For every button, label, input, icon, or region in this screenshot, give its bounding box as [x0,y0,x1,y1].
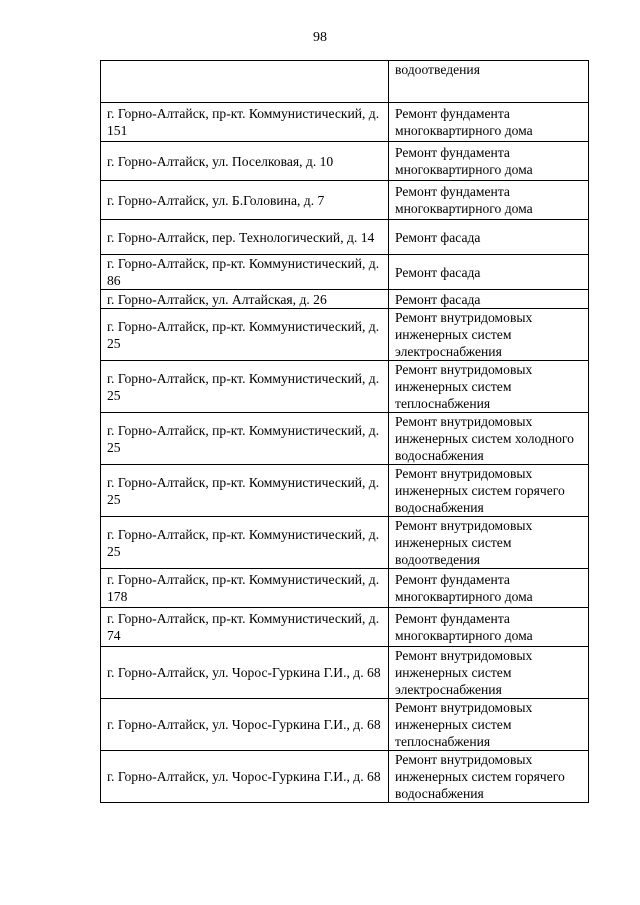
address-cell: г. Горно-Алтайск, пр-кт. Коммунистический, д. 25 [101,517,389,569]
address-cell: г. Горно-Алтайск, пр-кт. Коммунистический, д. 86 [101,255,389,290]
address-cell [101,61,389,103]
work-cell: Ремонт фундамента многоквартирного дома [389,103,589,142]
work-cell: Ремонт внутридомовых инженерных систем электроснабжения [389,309,589,361]
address-cell: г. Горно-Алтайск, ул. Алтайская, д. 26 [101,290,389,309]
table-row [101,361,589,413]
address-cell: г. Горно-Алтайск, пр-кт. Коммунистический, д. 178 [101,569,389,608]
work-cell: Ремонт внутридомовых инженерных систем холодного водоснабжения [389,413,589,465]
work-cell: водоотведения [389,61,589,103]
work-cell: Ремонт внутридомовых инженерных систем электроснабжения [389,647,589,699]
table-row [101,413,589,465]
work-cell: Ремонт внутридомовых инженерных систем горячего водоснабжения [389,465,589,517]
address-cell: г. Горно-Алтайск, ул. Чорос-Гуркина Г.И., д. 68 [101,751,389,803]
address-cell: г. Горно-Алтайск, пр-кт. Коммунистический, д. 151 [101,103,389,142]
address-cell: г. Горно-Алтайск, ул. Чорос-Гуркина Г.И., д. 68 [101,699,389,751]
work-cell: Ремонт фундамента многоквартирного дома [389,181,589,220]
address-cell: г. Горно-Алтайск, пр-кт. Коммунистический, д. 74 [101,608,389,647]
table-row [101,517,589,569]
table-row [101,181,589,220]
work-cell: Ремонт фундамента многоквартирного дома [389,569,589,608]
page-number: 98 [313,30,327,45]
table-row [101,608,589,647]
address-cell: г. Горно-Алтайск, пр-кт. Коммунистический, д. 25 [101,465,389,517]
table-row [101,465,589,517]
table-row [101,61,589,103]
repair-table [100,60,589,803]
table-row [101,142,589,181]
work-cell: Ремонт внутридомовых инженерных систем теплоснабжения [389,361,589,413]
table-row [101,309,589,361]
work-cell: Ремонт фасада [389,255,589,290]
work-cell: Ремонт фундамента многоквартирного дома [389,608,589,647]
address-cell: г. Горно-Алтайск, ул. Б.Головина, д. 7 [101,181,389,220]
table-row [101,220,589,255]
table-row [101,751,589,803]
table-row [101,699,589,751]
work-cell: Ремонт фундамента многоквартирного дома [389,142,589,181]
table-row [101,255,589,290]
work-cell: Ремонт фасада [389,290,589,309]
address-cell: г. Горно-Алтайск, пр-кт. Коммунистический, д. 25 [101,361,389,413]
address-cell: г. Горно-Алтайск, пр-кт. Коммунистический, д. 25 [101,413,389,465]
table-row [101,103,589,142]
work-cell: Ремонт внутридомовых инженерных систем водоотведения [389,517,589,569]
address-cell: г. Горно-Алтайск, пр-кт. Коммунистический, д. 25 [101,309,389,361]
table-row [101,569,589,608]
table-row [101,290,589,309]
address-cell: г. Горно-Алтайск, пер. Технологический, д. 14 [101,220,389,255]
work-cell: Ремонт внутридомовых инженерных систем теплоснабжения [389,699,589,751]
work-cell: Ремонт фасада [389,220,589,255]
work-cell: Ремонт внутридомовых инженерных систем горячего водоснабжения [389,751,589,803]
table-row [101,647,589,699]
address-cell: г. Горно-Алтайск, ул. Чорос-Гуркина Г.И., д. 68 [101,647,389,699]
address-cell: г. Горно-Алтайск, ул. Поселковая, д. 10 [101,142,389,181]
